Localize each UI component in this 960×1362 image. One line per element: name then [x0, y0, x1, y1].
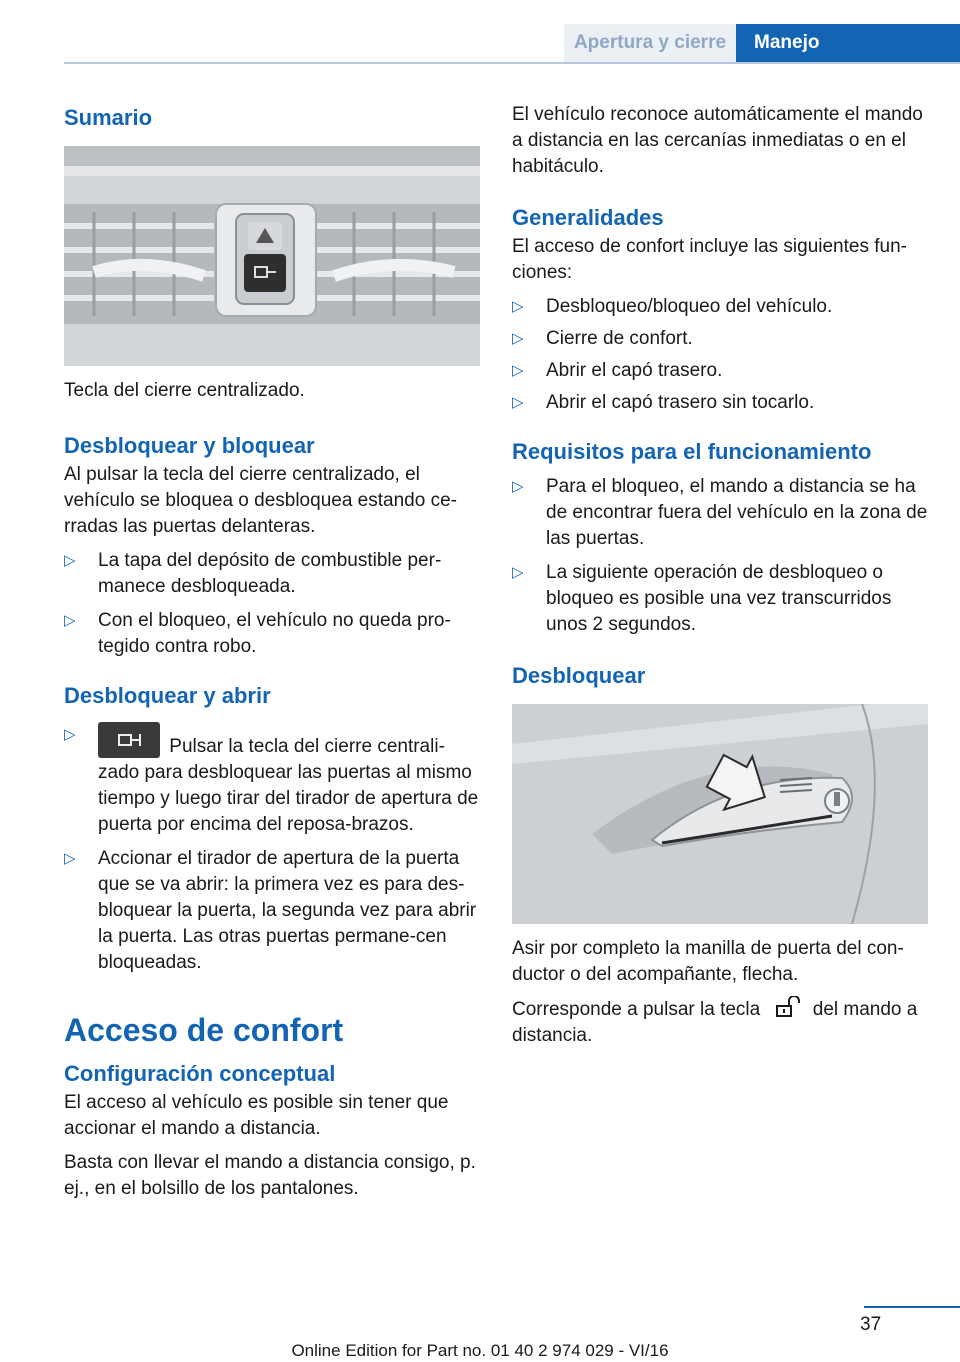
concept-text-1: El acceso al vehículo es posible sin tener que accionar el mando a distancia. — [64, 1092, 449, 1139]
header-rule — [64, 62, 960, 64]
unlock-padlock-icon — [771, 996, 801, 1018]
figure1-caption: Tecla del cierre centralizado. — [64, 380, 305, 401]
list-item: ▷ Desbloqueo/bloqueo del vehículo. — [512, 294, 928, 320]
sumario-heading: Sumario — [64, 105, 153, 130]
door-handle-image — [512, 704, 928, 924]
unlock-heading: Desbloquear — [512, 663, 646, 688]
triangle-right-icon: ▷ — [512, 478, 524, 495]
header-tabs — [564, 24, 960, 62]
central-lock-figure — [64, 146, 480, 366]
right-column — [512, 102, 928, 1049]
left-column — [64, 100, 482, 1202]
central-lock-button-image — [64, 146, 480, 366]
list-item: ▷ La siguiente operación de desbloqueo o bloqueo es posible una vez transcurridos unos 2 segundos. — [512, 562, 892, 635]
concept-heading: Configuración conceptual — [64, 1061, 336, 1086]
door-unlock-key-icon — [98, 722, 160, 758]
edition-footer: Online Edition for Part no. 01 40 2 974 029 - VI/16 — [291, 1341, 669, 1360]
generalities-heading: Generalidades — [512, 205, 664, 230]
list-item: ▷ Accionar el tirador de apertura de la puerta que se va abrir: la primera vez es para des-bloquear la puerta, la segunda vez para abrir la puerta. Las otras puertas permane-cen bloqueadas. — [64, 848, 477, 973]
triangle-right-icon: ▷ — [512, 394, 524, 411]
list-item: ▷ Para el bloqueo, el mando a distancia se ha de encontrar fuera del vehículo en la zona de las puertas. — [512, 476, 928, 549]
page-number: 37 — [860, 1314, 882, 1335]
requirements-heading: Requisitos para el funcionamiento — [512, 439, 872, 464]
remote-key-text: Corresponde a pulsar la tecla del mando a distancia. — [512, 996, 928, 1049]
door-handle-figure — [512, 704, 928, 924]
list-item: ▷ Abrir el capó trasero sin tocarlo. — [512, 390, 928, 416]
list-item: ▷ Cierre de confort. — [512, 326, 928, 352]
section-tab: Apertura y cierre — [564, 24, 736, 62]
requirements-list — [512, 474, 928, 638]
triangle-right-icon: ▷ — [64, 552, 76, 569]
comfort-access-heading: Acceso de confort — [64, 1012, 344, 1048]
list-item: ▷ Abrir el capó trasero. — [512, 358, 928, 384]
triangle-right-icon: ▷ — [512, 330, 524, 347]
concept-text-2: Basta con llevar el mando a distancia consigo, p. ej., en el bolsillo de los pantalones. — [64, 1152, 476, 1199]
list-item: ▷ La tapa del depósito de combustible per-manece desbloqueada. — [64, 550, 442, 597]
list-item: ▷ Pulsar la tecla del cierre centrali-zado para desbloquear las puertas al mismo tiempo y luego tirar del tirador de apertura de puerta por encima del reposa-brazos. — [64, 722, 482, 838]
unlock-open-heading: Desbloquear y abrir — [64, 683, 271, 708]
lock-unlock-list — [64, 548, 482, 660]
generalities-list — [512, 294, 928, 416]
triangle-right-icon: ▷ — [512, 298, 524, 315]
lock-unlock-text: Al pulsar la tecla del cierre centralizado, el vehículo se bloquea o desbloquea estando ce-rradas las puertas delanteras. — [64, 464, 457, 537]
triangle-right-icon: ▷ — [512, 362, 524, 379]
triangle-right-icon: ▷ — [64, 612, 76, 629]
triangle-right-icon: ▷ — [64, 726, 76, 743]
generalities-text: El acceso de confort incluye las siguientes fun-ciones: — [512, 236, 907, 283]
list-item: ▷ Con el bloqueo, el vehículo no queda pro-tegido contra robo. — [64, 610, 451, 657]
triangle-right-icon: ▷ — [512, 564, 524, 581]
intro-text: El vehículo reconoce automáticamente el mando a distancia en las cercanías inmediatas o en el habitáculo. — [512, 104, 923, 177]
footer-rule — [864, 1306, 960, 1308]
unlock-open-list — [64, 722, 482, 976]
chapter-tab: Manejo — [736, 24, 960, 62]
lock-unlock-heading: Desbloquear y bloquear — [64, 433, 315, 458]
figure2-caption: Asir por completo la manilla de puerta del con-ductor o del acompañante, flecha. — [512, 938, 904, 985]
triangle-right-icon: ▷ — [64, 850, 76, 867]
